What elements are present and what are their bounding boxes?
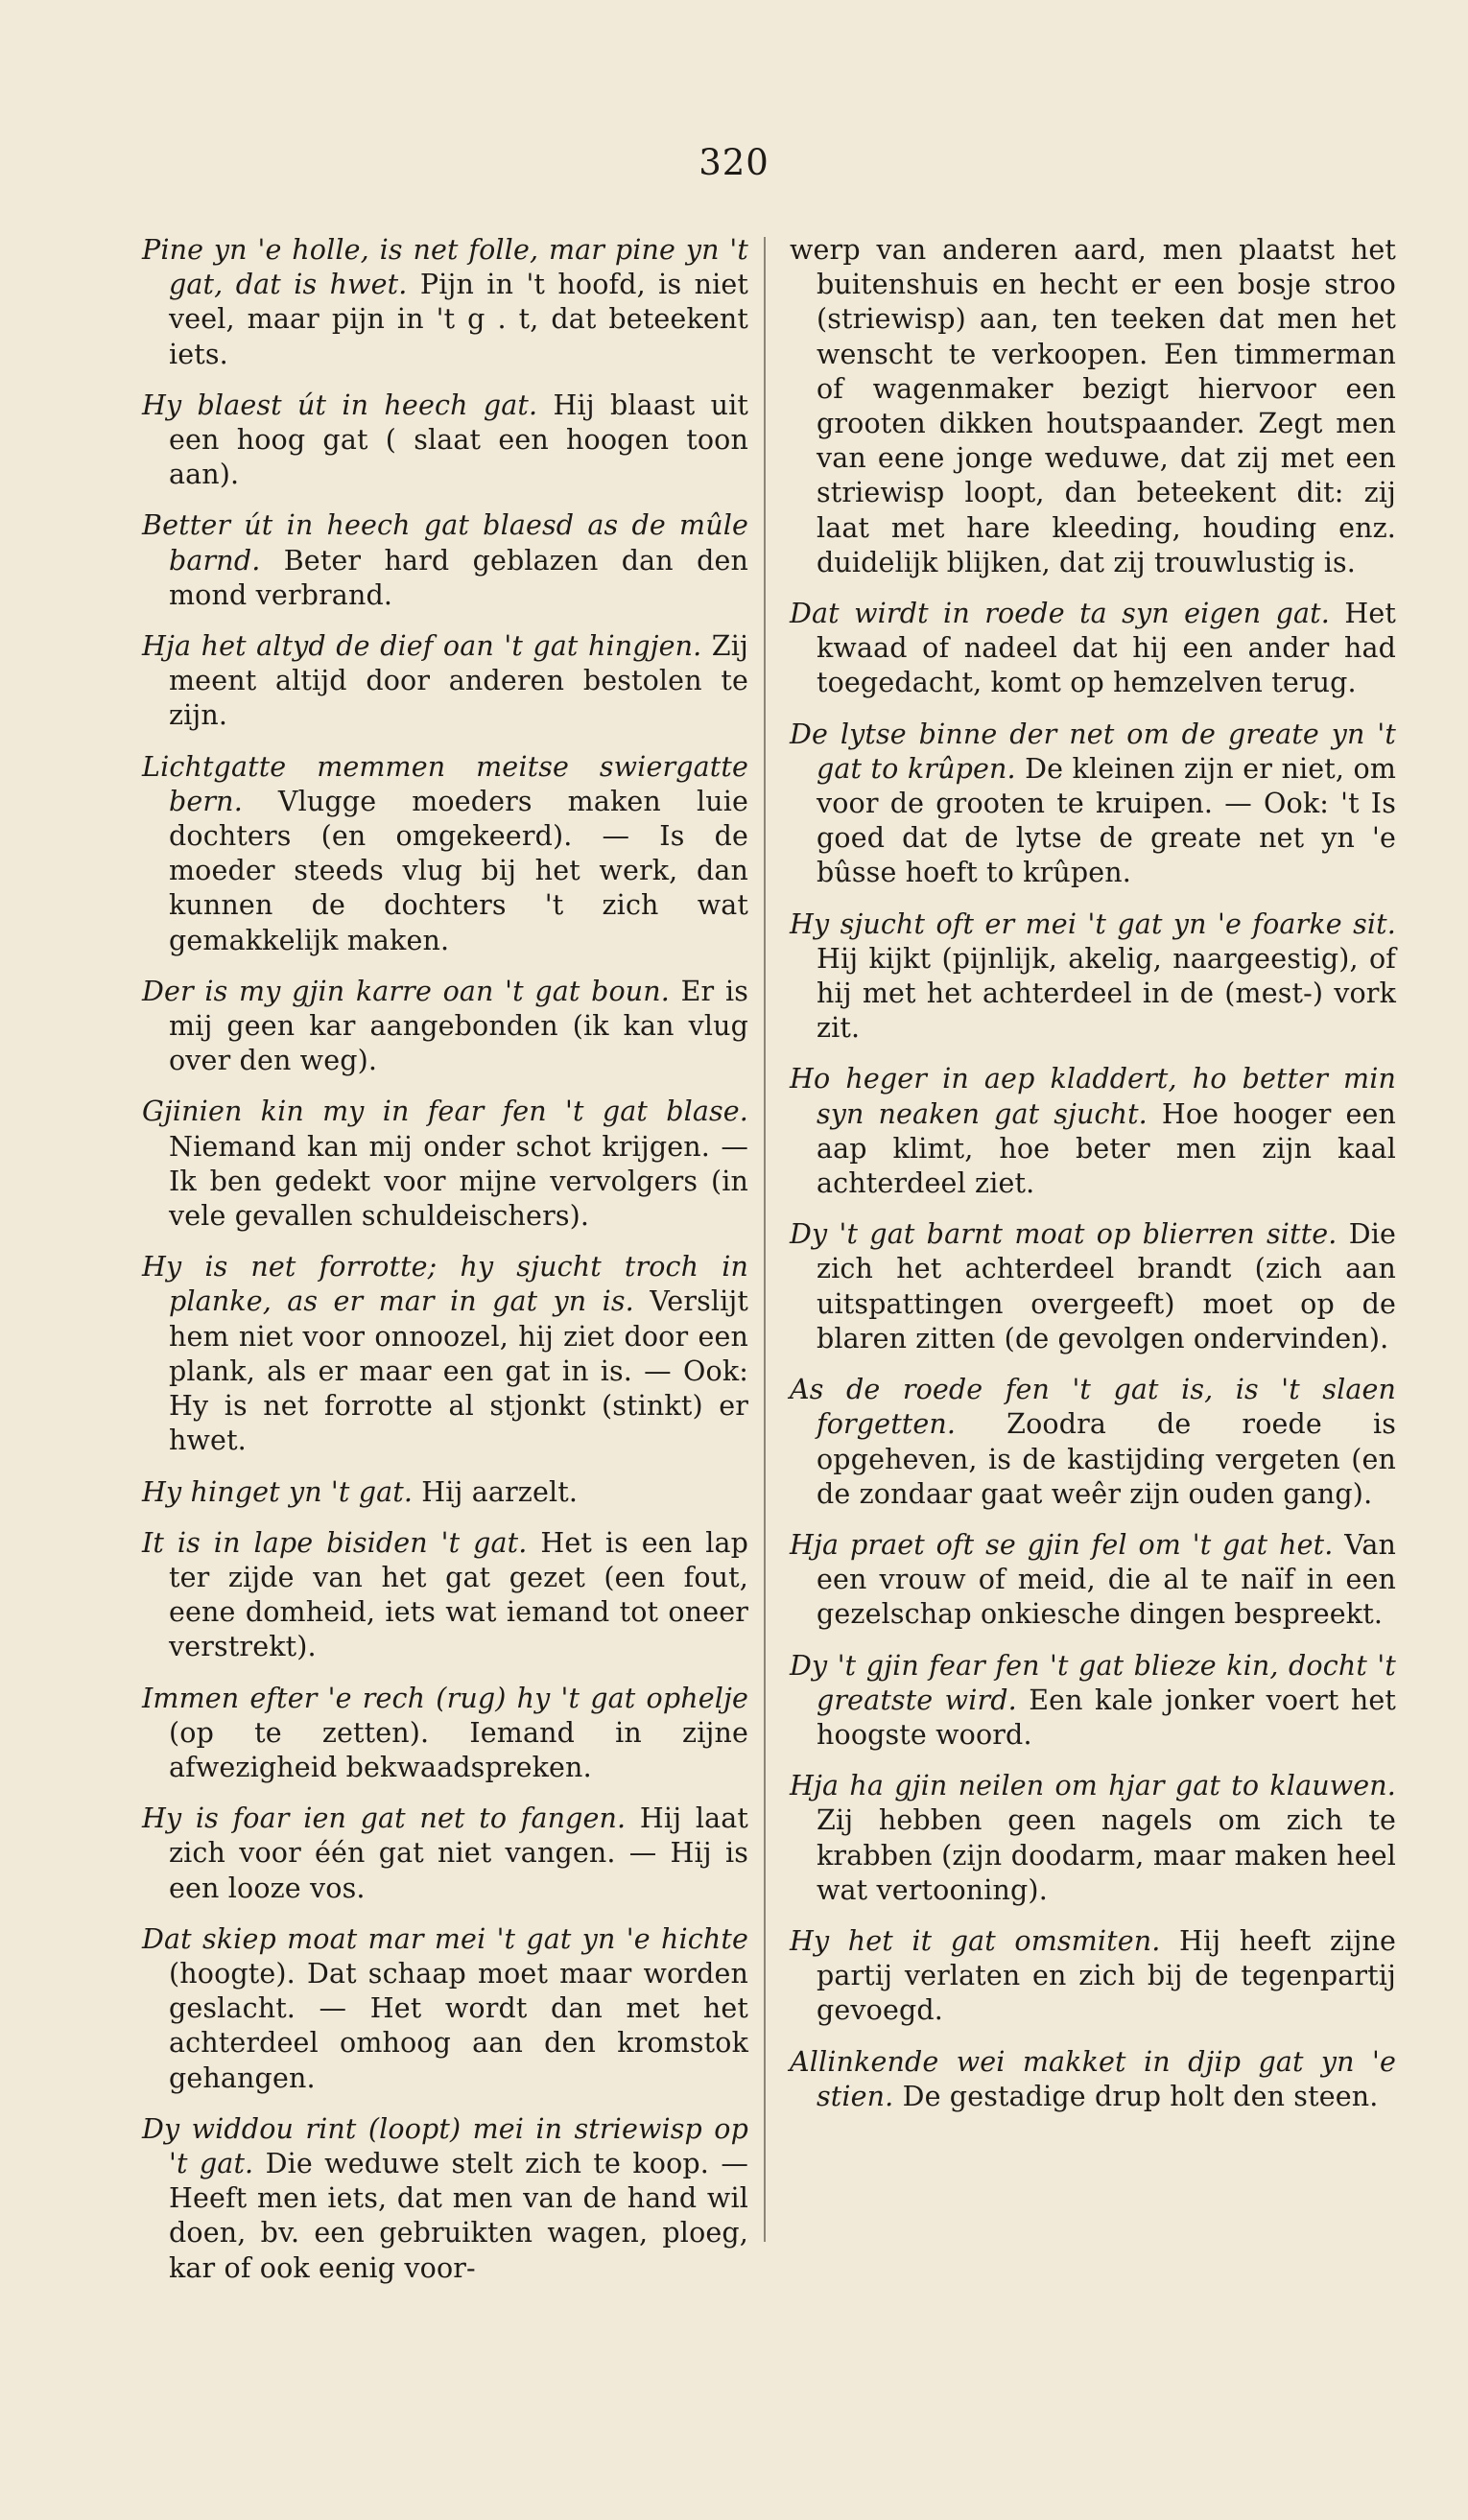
proverb-explanation: Hij laat zich voor één gat niet vangen. — Hij is een looze vos. <box>169 1802 748 1904</box>
proverb-explanation: Zij meent altijd door anderen bestolen te zijn. <box>169 630 748 732</box>
page-number: 320 <box>698 142 770 183</box>
proverb-entry <box>142 1802 748 1906</box>
proverb-entry <box>142 1250 748 1458</box>
proverb-term: Dy widdou rint (loopt) mei in striewisp op 't gat. <box>142 2112 748 2179</box>
proverb-explanation: Een kale jonker voert het hoogste woord. <box>817 1684 1396 1751</box>
proverb-entry <box>142 1526 748 1665</box>
proverb-term: Dat wirdt in roede ta syn eigen gat. <box>790 598 1330 630</box>
proverb-entry <box>142 750 748 958</box>
proverb-term: Dat skiep moat mar mei 't gat yn 'e hichte <box>142 1922 748 1955</box>
proverb-explanation: Die zich het achterdeel brandt (zich aan uitspattingen overgeeft) moet op de blaren zitten (de gevolgen ondervinden). <box>817 1218 1396 1354</box>
proverb-explanation: Zoodra de roede is opgeheven, is de kastijding vergeten (en de zondaar gaat weêr zijn ouden gang). <box>817 1408 1396 1510</box>
proverb-term: As de roede fen 't gat is, is 't slaen forgetten. <box>790 1374 1396 1441</box>
proverb-explanation: Het is een lap ter zijde van het gat gezet (een fout, eene domheid, iets wat iemand tot oneer verstrekt). <box>169 1526 748 1663</box>
proverb-explanation: Vlugge moeders maken luie dochters (en omgekeerd). — Is de moeder steeds vlug bij het werk, dan kunnen de dochters 't zich wat gemakkelijk maken. <box>169 785 748 956</box>
proverb-explanation: De kleinen zijn er niet, om voor de grooten te kruipen. — Ook: 't Is goed dat de lytse de greate net yn 'e bûsse hoeft to krûpen. <box>817 752 1396 889</box>
proverb-explanation: Beter hard geblazen dan den mond verbrand. <box>169 544 748 611</box>
proverb-term: Hy hinget yn 't gat. <box>142 1475 414 1508</box>
proverb-term: Pine yn 'e holle, is net folle, mar pine yn 't gat, dat is hwet. <box>142 234 748 301</box>
proverb-term: Immen efter 'e rech (rug) hy 't gat ophelje <box>142 1682 748 1714</box>
proverb-term: Hy sjucht oft er mei 't gat yn 'e foarke sit. <box>790 907 1396 940</box>
proverb-entry <box>790 1649 1396 1754</box>
proverb-explanation: Van een vrouw of meid, die al te naïf in een gezelschap onkiesche dingen bespreekt. <box>817 1528 1396 1631</box>
proverb-explanation: (hoogte). Dat schaap moet maar worden geslacht. — Het wordt dan met het achterdeel omhoog aan den kromstok gehangen. <box>169 1957 748 2094</box>
proverb-term: Dy 't gjin fear fen 't gat blieze kin, docht 't greatste wird. <box>790 1649 1396 1716</box>
proverb-entry <box>142 508 748 613</box>
proverb-term: Gjinien kin my in fear fen 't gat blase. <box>142 1095 748 1128</box>
proverb-explanation: Hij blaast uit een hoog gat ( slaat een hoogen toon aan). <box>169 389 748 491</box>
proverb-term: Hja ha gjin neilen om hjar gat to klauwen. <box>790 1770 1396 1802</box>
proverb-explanation: Niemand kan mij onder schot krijgen. — Ik ben gedekt voor mijne vervolgers (in vele gevallen schuldeischers). <box>169 1130 748 1233</box>
proverb-entry <box>142 1682 748 1786</box>
proverb-entry <box>790 1528 1396 1633</box>
proverb-term: De lytse binne der net om de greate yn 't gat to krûpen. <box>790 718 1396 785</box>
proverb-entry <box>142 629 748 734</box>
proverb-entry <box>142 1475 748 1510</box>
proverb-term: Hy blaest út in heech gat. <box>142 389 538 421</box>
proverb-term: Hy het it gat omsmiten. <box>790 1924 1161 1957</box>
proverb-term: Hy is net forrotte; hy sjucht troch in planke, as er mar in gat yn is. <box>142 1251 748 1318</box>
proverb-entry <box>790 1373 1396 1512</box>
proverb-explanation: Het kwaad of nadeel dat hij een ander had toegedacht, komt op hemzelven terug. <box>817 598 1396 699</box>
proverb-term: Hja praet oft se gjin fel om 't gat het. <box>790 1528 1334 1561</box>
proverb-explanation: De gestadige drup holt den steen. <box>893 2080 1379 2112</box>
proverb-term: Lichtgatte memmen meitse swiergatte bern. <box>142 750 748 817</box>
proverb-term: It is in lape bisiden 't gat. <box>142 1526 528 1559</box>
right-column <box>790 233 1396 2131</box>
proverb-explanation: Hij aarzelt. <box>413 1475 579 1508</box>
proverb-entry <box>790 233 1396 580</box>
proverb-term: Dy 't gat barnt moat op blierren sitte. <box>790 1218 1338 1251</box>
proverb-explanation: Die weduwe stelt zich te koop. — Heeft men iets, dat men van de hand wil doen, bv. een gebruikten wagen, ploeg, kar of ook eenig voor- <box>169 2147 748 2284</box>
proverb-term: Hy is foar ien gat net to fangen. <box>142 1802 627 1835</box>
proverb-entry <box>790 1062 1396 1201</box>
proverb-explanation: Hij heeft zijne partij verlaten en zich bij de tegenpartij gevoegd. <box>817 1924 1396 2027</box>
proverb-entry <box>142 233 748 372</box>
proverb-entry <box>142 2112 748 2286</box>
proverb-explanation: Er is mij geen kar aangebonden (ik kan vlug over den weg). <box>169 975 748 1077</box>
proverb-entry <box>790 1217 1396 1356</box>
proverb-entry <box>790 597 1396 701</box>
left-column <box>142 233 748 2302</box>
proverb-entry <box>790 2045 1396 2114</box>
proverb-explanation: Hoe hooger een aap klimt, hoe beter men zijn kaal achterdeel ziet. <box>817 1097 1396 1200</box>
proverb-entry <box>142 975 748 1079</box>
proverb-explanation: (op te zetten). Iemand in zijne afwezigheid bekwaadspreken. <box>169 1716 748 1783</box>
proverb-term: Der is my gjin karre oan 't gat boun. <box>142 975 670 1007</box>
proverb-entry <box>790 1924 1396 2029</box>
proverb-entry <box>142 1922 748 2096</box>
proverb-explanation: Hij kijkt (pijnlijk, akelig, naargeestig), of hij met het achterdeel in de (mest-) vork zit. <box>817 942 1396 1045</box>
proverb-explanation: Zij hebben geen nagels om zich te krabben (zijn doodarm, maar maken heel wat vertooning). <box>817 1804 1396 1906</box>
proverb-explanation: Pijn in 't hoofd, is niet veel, maar pijn in 't g . t, dat beteekent iets. <box>169 269 748 370</box>
proverb-entry <box>790 907 1396 1047</box>
proverb-entry <box>790 1769 1396 1908</box>
proverb-term: Ho heger in aep kladdert, ho better min syn neaken gat sjucht. <box>790 1063 1396 1130</box>
proverb-explanation: Verslijt hem niet voor onnoozel, hij ziet door een plank, als er maar een gat in is. — Ook: Hy is net forrotte al stjonkt (stinkt) er hwet. <box>169 1285 748 1457</box>
proverb-term: Hja het altyd de dief oan 't gat hingjen. <box>142 630 702 663</box>
proverb-term: Allinkende wei makket in djip gat yn 'e stien. <box>790 2045 1396 2112</box>
proverb-entry <box>790 718 1396 891</box>
proverb-term: Better út in heech gat blaesd as de mûle barnd. <box>142 509 748 577</box>
column-divider <box>764 237 766 2242</box>
proverb-entry <box>142 1095 748 1234</box>
proverb-entry <box>142 389 748 493</box>
proverb-explanation: werp van anderen aard, men plaatst het buitenshuis en hecht er een bosje stroo (striewisp) aan, ten teeken dat men het wenscht te verkoopen. Een timmerman of wagenmaker bezigt hiervoor een grooten dikken houtspaander. Zegt men van eene jonge weduwe, dat zij met een striewisp loopt, dan beteekent dit: zij laat met hare kleeding, houding enz. duidelijk blijken, dat zij trouwlustig is. <box>790 234 1396 578</box>
